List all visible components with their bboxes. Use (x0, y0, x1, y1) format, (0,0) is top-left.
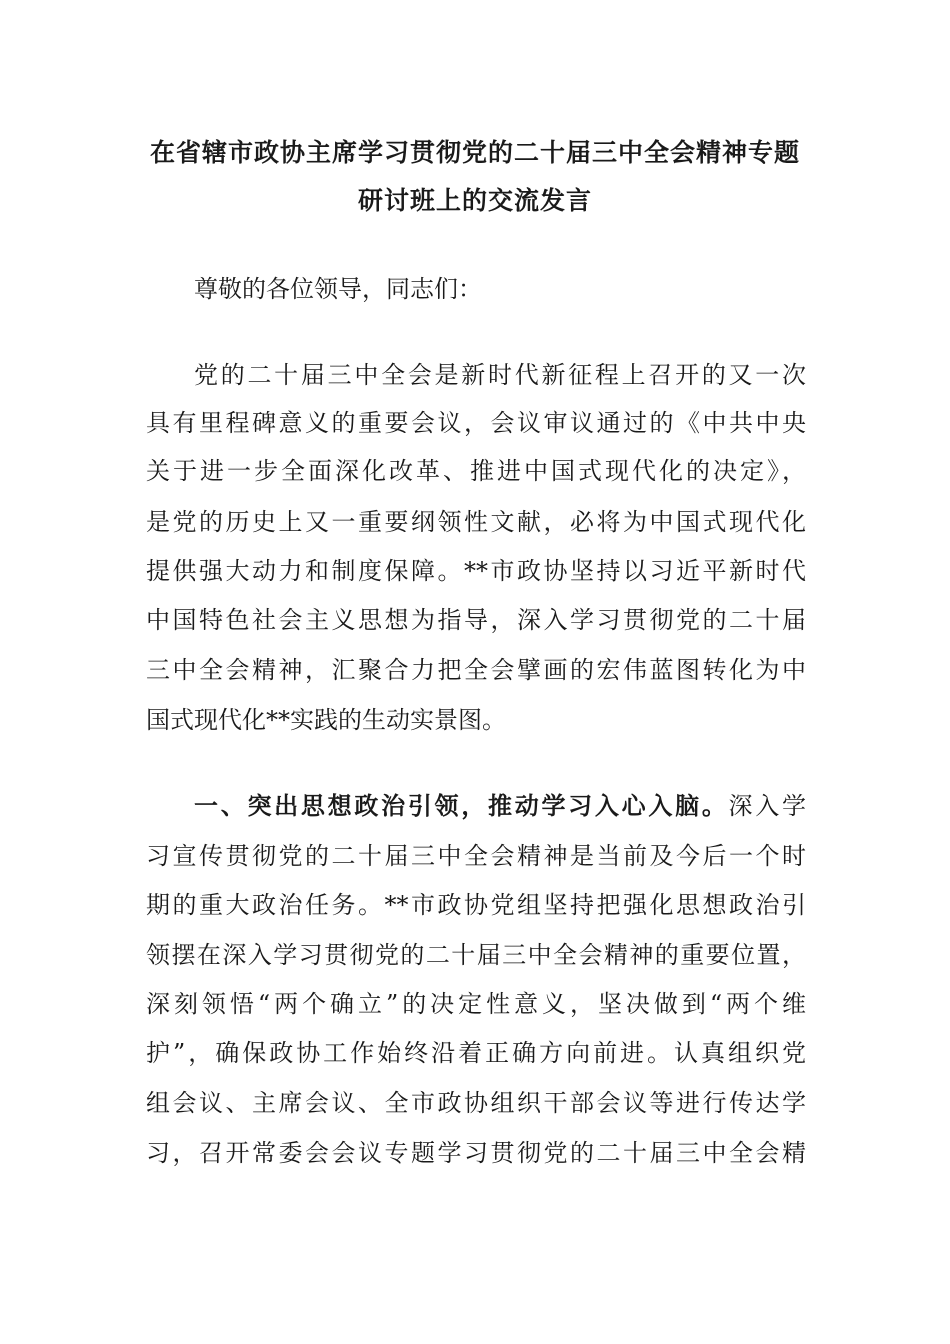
document-title-line-2: 研讨班上的交流发言 (357, 186, 592, 215)
paragraph-1-line-3: 关于进一步全面深化改革、推进中国式现代化的决定》， (146, 457, 806, 485)
paragraph-1-line-6: 中国特色社会主义思想为指导，深入学习贯彻党的二十届 (146, 606, 806, 634)
section-1-line-3: 期的重大政治任务。**市政协党组坚持把强化思想政治引 (146, 891, 806, 919)
section-1-line-2: 习宣传贯彻党的二十届三中全会精神是当前及今后一个时 (146, 842, 806, 870)
paragraph-1-line-2: 具有里程碑意义的重要会议，会议审议通过的《中共中央 (146, 409, 806, 437)
paragraph-1-line-1: 党的二十届三中全会是新时代新征程上召开的又一次 (194, 361, 806, 389)
paragraph-1-line-7: 三中全会精神，汇聚合力把全会擘画的宏伟蓝图转化为中 (146, 656, 806, 684)
section-1-heading: 一、突出思想政治引领，推动学习入心入脑。 (194, 791, 729, 820)
salutation: 尊敬的各位领导，同志们： (194, 275, 482, 303)
section-1-line-6: 护”，确保政协工作始终沿着正确方向前进。认真组织党 (146, 1039, 806, 1067)
paragraph-1-line-8: 国式现代化**实践的生动实景图。 (146, 706, 506, 734)
paragraph-1-line-4: 是党的历史上又一重要纲领性文献，必将为中国式现代化 (146, 508, 806, 536)
section-1-line-5: 深刻领悟“两个确立”的决定性意义，坚决做到“两个维 (146, 990, 806, 1018)
section-1-line-4: 领摆在深入学习贯彻党的二十届三中全会精神的重要位置， (146, 941, 806, 969)
section-1-first-line-rest: 深入学 (728, 792, 807, 820)
section-1-line-7: 组会议、主席会议、全市政协组织干部会议等进行传达学 (146, 1089, 806, 1117)
paragraph-1-line-5: 提供强大动力和制度保障。**市政协坚持以习近平新时代 (146, 557, 806, 585)
section-1-line-8: 习，召开常委会会议专题学习贯彻党的二十届三中全会精 (146, 1139, 806, 1167)
section-1-first-line (194, 791, 806, 821)
document-title-line-1: 在省辖市政协主席学习贯彻党的二十届三中全会精神专题 (149, 138, 800, 167)
